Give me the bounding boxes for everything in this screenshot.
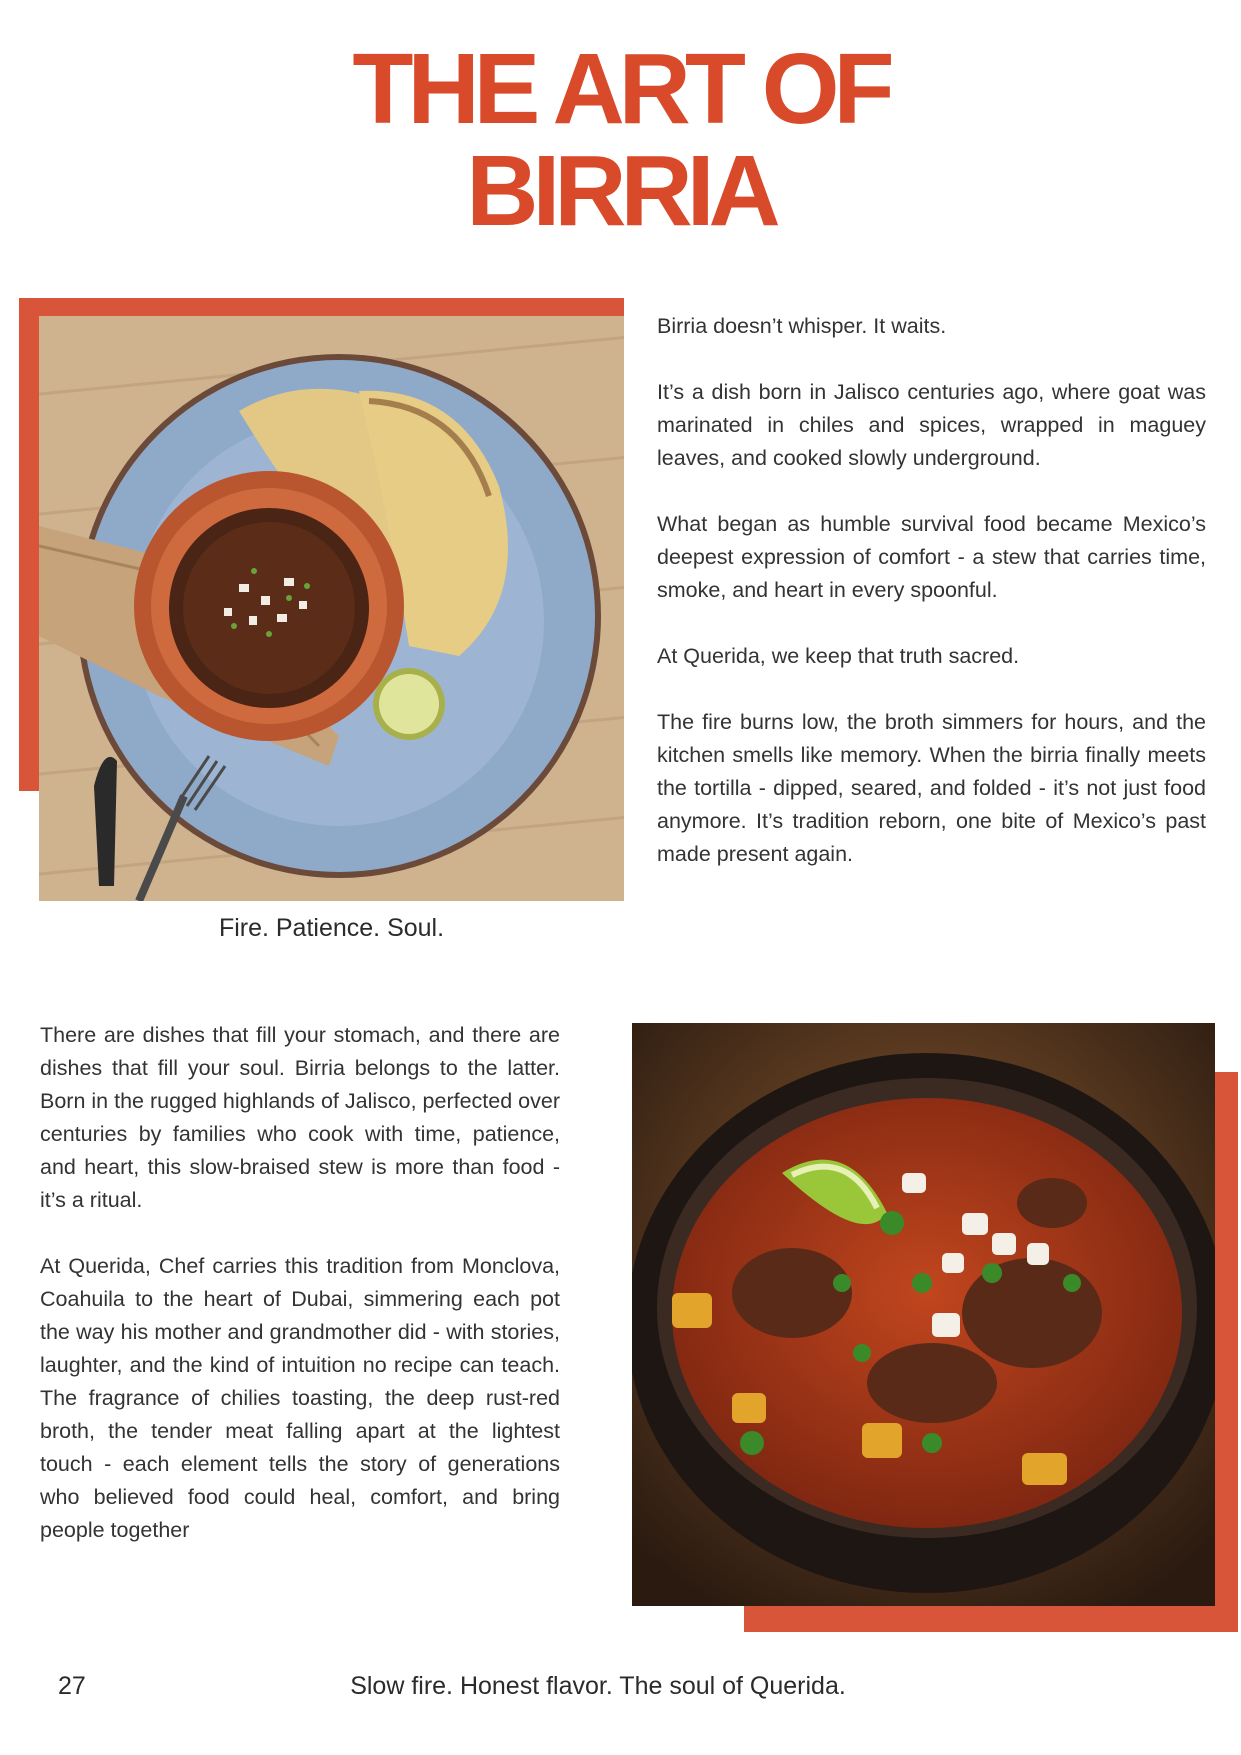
paragraph: At Querida, Chef carries this tradition from Monclova, Coahuila to the heart of Dubai, simmering each pot the way his mother and grandmother did - with stories, laughter, and the kind of intuition no recipe can teach. The fragrance of chilies toasting, the deep rust-red broth, the tender meat falling apart at the lightest touch - each element tells the story of generations who believed food could heal, comfort, and bring people together [40, 1254, 560, 1542]
title-line-1: THE ART OF [352, 33, 889, 145]
intro-text-column [657, 310, 1206, 904]
page-number: 27 [58, 1672, 86, 1700]
paragraph: There are dishes that fill your stomach, and there are dishes that fill your soul. Birria belongs to the latter. Born in the rugged highlands of Jalisco, perfected over centuries by families who cook with time, patience, and heart, this slow-braised stew is more than food - it’s a ritual. [40, 1023, 560, 1212]
photo-caption: Fire. Patience. Soul. [218, 914, 445, 942]
paragraph: At Querida, we keep that truth sacred. [657, 644, 1020, 668]
page-title [0, 33, 1241, 247]
paragraph: Birria doesn’t whisper. It waits. [657, 314, 947, 338]
footer-tagline: Slow fire. Honest flavor. The soul of Querida. [350, 1672, 846, 1700]
paragraph: What began as humble survival food became Mexico’s deepest expression of comfort - a stew that carries time, smoke, and heart in every spoonful. [657, 512, 1206, 602]
birria-stew-photo [632, 1023, 1215, 1606]
paragraph: The fire burns low, the broth simmers for hours, and the kitchen smells like memory. When the birria finally meets the tortilla - dipped, seared, and folded - it’s not just food anymore. It’s tradition reborn, one bite of Mexico’s past made present again. [657, 710, 1206, 866]
title-line-2: BIRRIA [466, 135, 775, 247]
birria-tacos-photo [39, 316, 624, 901]
story-text-column [40, 1019, 560, 1580]
paragraph: It’s a dish born in Jalisco centuries ago, where goat was marinated in chiles and spices, wrapped in maguey leaves, and cooked slowly underground. [657, 380, 1206, 470]
